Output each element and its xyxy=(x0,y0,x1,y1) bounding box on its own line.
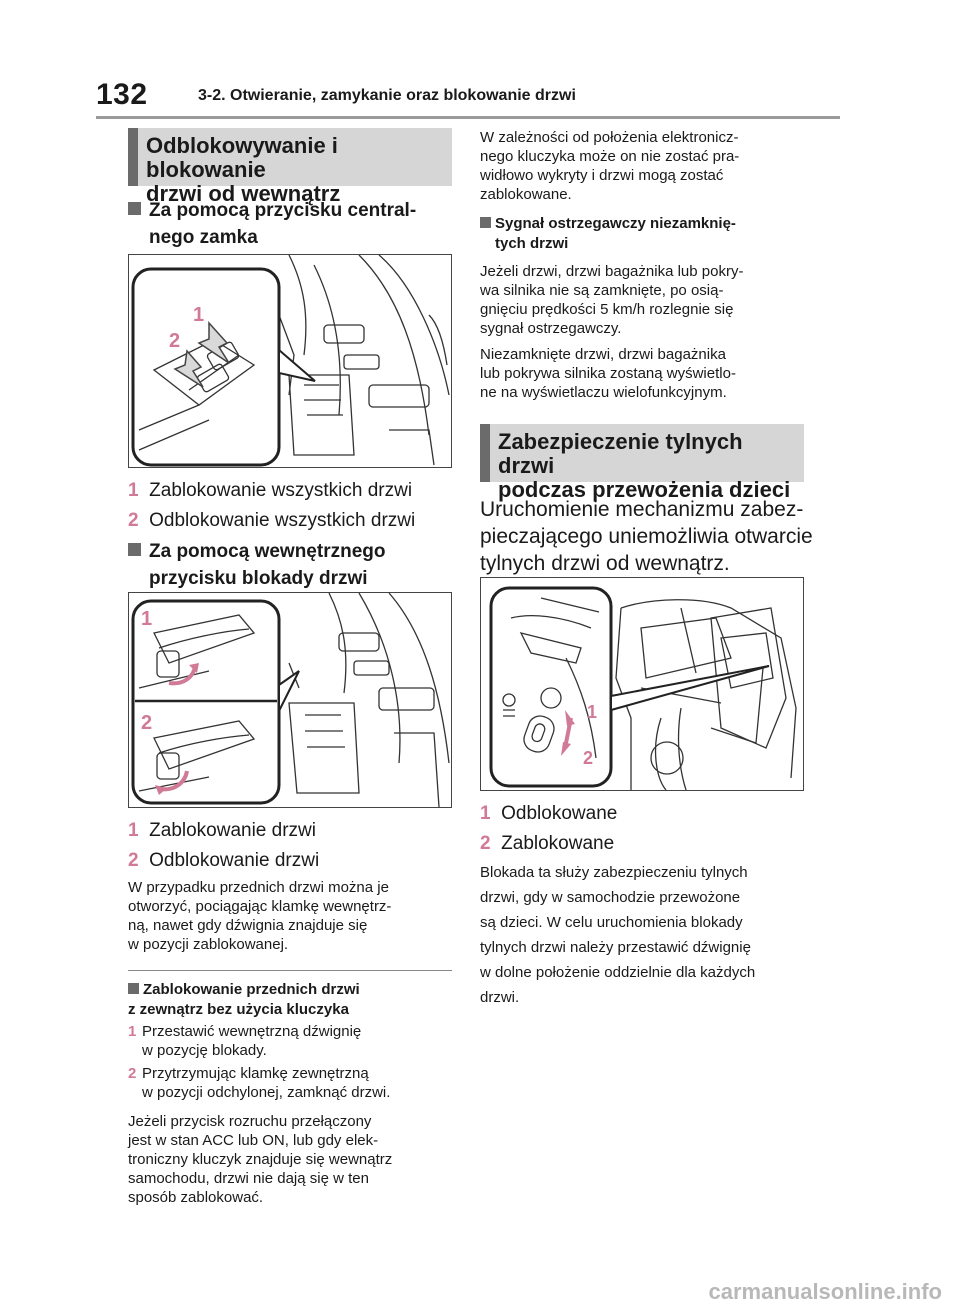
square-bullet-icon xyxy=(128,983,139,994)
text-line: pieczającego uniemożliwia otwarcie xyxy=(480,525,813,548)
subheading-line: Zablokowanie przednich drzwi xyxy=(143,981,360,998)
section-heading-line: Odblokowywanie i blokowanie xyxy=(146,133,338,182)
list-item xyxy=(128,506,458,536)
text-line: ną, nawet gdy dźwignia znajduje się xyxy=(128,917,368,934)
paragraph-front-doors xyxy=(128,878,458,954)
square-bullet-icon xyxy=(128,202,141,215)
text-line: Przytrzymując klamkę zewnętrzną xyxy=(142,1065,369,1082)
list-item xyxy=(480,799,810,829)
figure-callout: 1 xyxy=(193,304,205,326)
figure-child-lock xyxy=(480,577,804,791)
list-item xyxy=(480,829,810,859)
figure-callout: 1 xyxy=(587,702,598,722)
section-heading-child-lock xyxy=(480,424,804,502)
subheading-lock-without-key xyxy=(128,980,458,1020)
subheading-line: Za pomocą wewnętrznego xyxy=(149,541,386,562)
chapter-title: 3-2. Otwieranie, zamykanie oraz blokowanie drzwi xyxy=(198,87,576,104)
list-number: 2 xyxy=(128,510,139,531)
subheading-line: przycisku blokady drzwi xyxy=(149,568,368,589)
text-line: ne na wyświetlaczu wielofunkcyjnym. xyxy=(480,384,727,401)
subheading-central-lock xyxy=(128,197,458,251)
paragraph-warning-signal xyxy=(480,262,810,338)
text-line: sposób zablokować. xyxy=(128,1189,264,1206)
inner-lock-illustration xyxy=(129,593,451,807)
text-line: lub pokrywa silnika zostaną wyświetlo- xyxy=(480,365,736,382)
text-line: widłowo wykryty i drzwi mogą zostać xyxy=(480,167,724,184)
section-heading-line: Zabezpieczenie tylnych drzwi xyxy=(498,429,743,478)
list-text: Zablokowanie drzwi xyxy=(149,820,316,841)
figure-callout: 1 xyxy=(141,608,153,630)
list-number: 1 xyxy=(128,480,139,501)
text-line: troniczny kluczyk znajduje się wewnątrz xyxy=(128,1151,393,1168)
text-line: drzwi. xyxy=(480,989,520,1006)
list-item xyxy=(128,816,458,846)
text-line: tylnych drzwi należy przestawić dźwignię xyxy=(480,939,751,956)
child-lock-illustration xyxy=(481,578,803,790)
text-line: zablokowane. xyxy=(480,186,572,203)
figure-central-lock-switch xyxy=(128,254,452,468)
central-lock-illustration xyxy=(129,255,451,467)
step-item xyxy=(128,1022,458,1060)
paragraph-acc-on xyxy=(128,1112,458,1207)
section-heading-line: podczas przewożenia dzieci xyxy=(498,477,791,502)
list-item xyxy=(128,476,458,506)
text-line: W przypadku przednich drzwi można je xyxy=(128,879,389,896)
text-line: gnięciu prędkości 5 km/h rozlegnie się xyxy=(480,301,734,318)
figure-callout: 2 xyxy=(169,330,181,352)
paragraph-child-lock-usage xyxy=(480,860,820,1010)
watermark: carmanualsonline.info xyxy=(708,1279,942,1304)
section-heading-line: drzwi od wewnątrz xyxy=(146,181,341,206)
subheading-line: nego zamka xyxy=(149,227,258,248)
list-text: Zablokowane xyxy=(501,833,615,854)
text-line: sygnał ostrzegawczy. xyxy=(480,320,622,337)
text-line: w pozycji zablokowanej. xyxy=(128,936,289,953)
list-inner-lock xyxy=(128,816,458,876)
figure-inner-lock-button xyxy=(128,592,452,808)
header-rule xyxy=(96,116,840,119)
section-divider xyxy=(128,970,452,971)
steps-list xyxy=(128,1022,458,1102)
text-line: Uruchomienie mechanizmu zabez- xyxy=(480,498,804,521)
square-bullet-icon xyxy=(128,543,141,556)
text-line: nego kluczyka może on nie zostać pra- xyxy=(480,148,740,165)
list-number: 1 xyxy=(128,820,139,841)
text-line: drzwi, gdy w samochodzie przewożone xyxy=(480,889,741,906)
figure-callout: 2 xyxy=(141,712,153,734)
subheading-line: Sygnał ostrzegawczy niezamknię- xyxy=(495,215,736,232)
square-bullet-icon xyxy=(480,217,491,228)
list-text: Odblokowane xyxy=(501,803,618,824)
subheading-warning-signal xyxy=(480,214,810,254)
list-text: Odblokowanie wszystkich drzwi xyxy=(149,510,416,531)
subheading-inner-lock-button xyxy=(128,538,458,592)
list-number: 2 xyxy=(128,850,139,871)
step-number: 1 xyxy=(128,1023,137,1040)
page-number: 132 xyxy=(96,78,148,111)
text-line: w pozycji odchylonej, zamknąć drzwi. xyxy=(142,1084,391,1101)
text-line: w pozycję blokady. xyxy=(142,1042,267,1059)
paragraph-child-lock-intro xyxy=(480,496,820,577)
list-number: 1 xyxy=(480,803,491,824)
subheading-line: tych drzwi xyxy=(495,235,569,252)
text-line: Jeżeli drzwi, drzwi bagażnika lub pokry- xyxy=(480,263,744,280)
step-item xyxy=(128,1064,458,1102)
text-line: Jeżeli przycisk rozruchu przełączony xyxy=(128,1113,372,1130)
figure-callout: 2 xyxy=(583,748,594,768)
subheading-line: Za pomocą przycisku central- xyxy=(149,200,417,221)
text-line: Blokada ta służy zabezpieczeniu tylnych xyxy=(480,864,748,881)
text-line: w dolne położenie oddzielnie dla każdych xyxy=(480,964,756,981)
list-central-lock xyxy=(128,476,458,536)
paragraph-display-info xyxy=(480,345,810,402)
step-number: 2 xyxy=(128,1065,137,1082)
text-line: W zależności od położenia elektronicz- xyxy=(480,129,739,146)
text-line: samochodu, drzwi nie dają się w ten xyxy=(128,1170,369,1187)
text-line: Przestawić wewnętrzną dźwignię xyxy=(142,1023,362,1040)
list-text: Odblokowanie drzwi xyxy=(149,850,320,871)
list-number: 2 xyxy=(480,833,491,854)
subheading-line: z zewnątrz bez użycia kluczyka xyxy=(128,1001,349,1018)
text-line: są dzieci. W celu uruchomienia blokady xyxy=(480,914,743,931)
text-line: otworzyć, pociągając klamkę wewnętrz- xyxy=(128,898,392,915)
text-line: jest w stan ACC lub ON, lub gdy elek- xyxy=(128,1132,379,1149)
text-line: Niezamknięte drzwi, drzwi bagażnika xyxy=(480,346,726,363)
text-line: wa silnika nie są zamknięte, po osią- xyxy=(480,282,724,299)
text-line: tylnych drzwi od wewnątrz. xyxy=(480,552,730,575)
list-text: Zablokowanie wszystkich drzwi xyxy=(149,480,413,501)
paragraph-key-detection xyxy=(480,128,810,204)
section-heading-door-lock xyxy=(128,128,452,206)
list-item xyxy=(128,846,458,876)
list-child-lock xyxy=(480,799,810,859)
